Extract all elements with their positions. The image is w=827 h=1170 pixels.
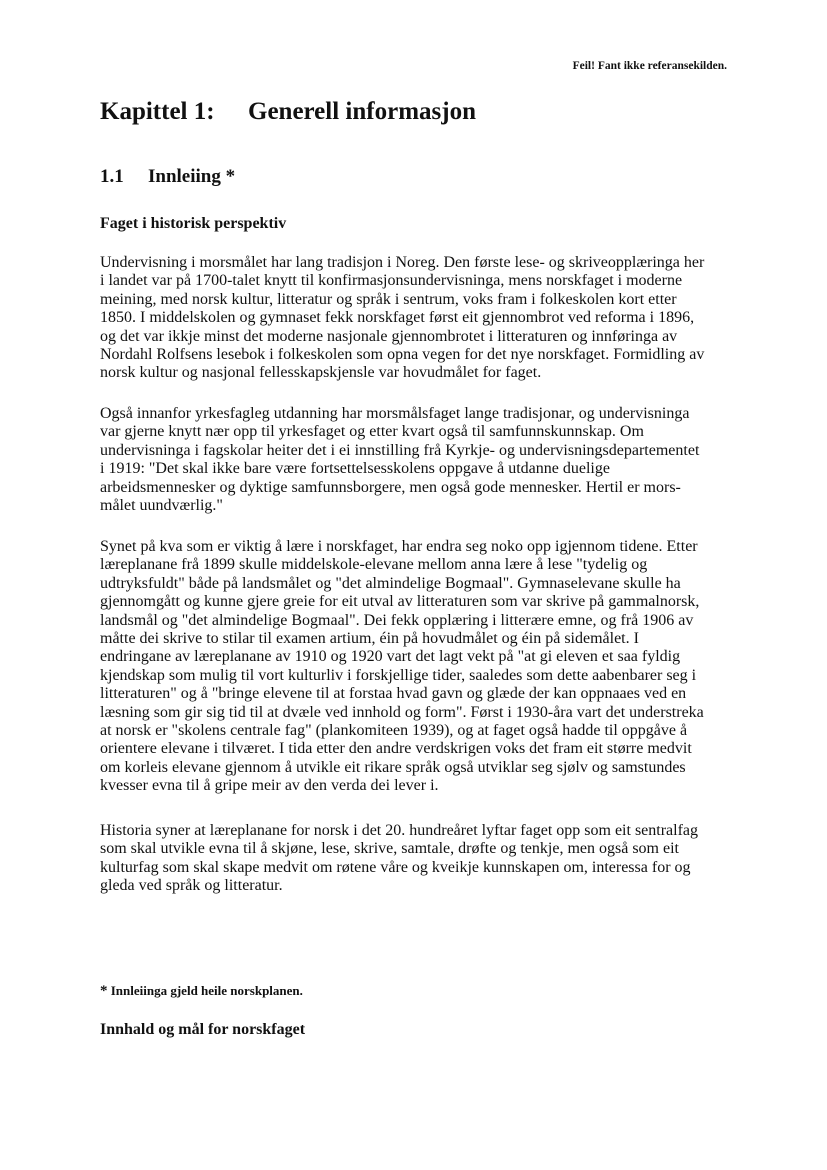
subheading-content: Innhald og mål for norskfaget: [100, 1021, 306, 1038]
paragraph-line: Synet på kva som er viktig å lære i norskfaget, har endra seg noko opp igjennom tidene. Etter: [100, 538, 698, 555]
paragraph-line: som skal utvikle evna til å skjøne, lese, skrive, samtale, drøfte og tenkje, men også som eit: [100, 840, 679, 858]
paragraph-line: undervisninga i fagskolar heiter det i ei innstilling frå Kyrkje- og undervisningsdepartementet: [100, 441, 700, 459]
paragraph-3: [100, 538, 730, 796]
paragraph-line: landsmål og "det almindelige Bogmaal". Dei fekk opplæring i litterære emne, og frå 1906 av: [100, 611, 694, 629]
paragraph-line: Historia syner at læreplanane for norsk i det 20. hundreåret lyftar faget opp som eit sentralfag: [100, 822, 699, 839]
section-heading: [100, 166, 235, 188]
header-reference-note: Feil! Fant ikke referansekilden.: [572, 60, 727, 72]
paragraph-4: [100, 822, 730, 896]
paragraph-line: udtryksfuldt" både på landsmålet og "det almindelige Bogmaal". Gymnaselevane skulle ha: [100, 574, 681, 592]
chapter-heading: [100, 98, 476, 126]
paragraph-2: [100, 405, 730, 515]
paragraph-line: arbeidsmennesker og dyktige samfunnsborgere, men også gode mennesker. Hertil er mors-: [100, 478, 681, 496]
paragraph-line: 1850. I middelskolen og gymnaset fekk norskfaget først eit gjennombrot ved reforma i 1896,: [100, 309, 695, 327]
paragraph-1: [100, 254, 730, 383]
paragraph-line: var gjerne knytt nær opp til yrkesfaget og etter kvart også til samfunnskunnskap. Om: [100, 423, 644, 441]
paragraph-line: målet uundværlig.": [100, 497, 223, 515]
paragraph-line: Undervisning i morsmålet har lang tradisjon i Noreg. Den første lese- og skriveopplæringa her: [100, 254, 705, 271]
paragraph-line: at norsk er "skolens centrale fag" (plankomiteen 1939), og at faget også hadde til oppgåve å: [100, 722, 688, 740]
footnote: [100, 983, 303, 1000]
paragraph-line: Også innanfor yrkesfagleg utdanning har morsmålsfaget lange tradisjonar, og undervisninga: [100, 405, 690, 422]
paragraph-line: gjennomgått og kunne gjere greie for eit utval av litteraturen som var skrive på gammalnorsk,: [100, 593, 700, 611]
paragraph-line: litteraturen" og å "bringe elevene til at forstaa hvad gavn og glæde der kan oppnaaes ved en: [100, 685, 687, 703]
paragraph-line: læsning som gir sig tid til at dvæle ved innhold og form". Først i 1930-åra vart det understreka: [100, 703, 704, 721]
section-title: Innleiing *: [148, 166, 236, 187]
paragraph-line: endringane av læreplanane av 1910 og 1920 vart det lagt vekt på "at gi eleven et saa fyldig: [100, 648, 681, 666]
chapter-number: Kapittel 1:: [100, 98, 215, 125]
paragraph-line: om korleis elevane gjennom å utvikle eit rikare språk også utviklar seg sjølv og samstundes: [100, 758, 686, 776]
paragraph-line: i 1919: "Det skal ikke bare være fortsettelsesskolens oppgave å utdanne duelige: [100, 460, 610, 478]
paragraph-line: måtte dei skrive to stilar til examen artium, éin på hovudmålet og éin på sidemålet. I: [100, 630, 639, 648]
paragraph-line: norsk kultur og nasjonal fellesskapskjensle var hovudmålet for faget.: [100, 364, 542, 382]
footnote-marker: *: [100, 983, 108, 999]
paragraph-line: i landet var på 1700-talet knytt til konfirmasjonsundervisninga, mens norskfaget i moderne: [100, 272, 683, 290]
section-number: 1.1: [100, 166, 124, 187]
paragraph-line: kjendskap som mulig til vort kulturliv i forskjellige tider, saaledes som dette aabenbarer seg i: [100, 666, 697, 684]
chapter-title: Generell informasjon: [248, 98, 476, 125]
paragraph-line: meining, med norsk kultur, litteratur og språk i sentrum, voks fram i folkeskolen kort etter: [100, 290, 677, 308]
paragraph-line: kulturfag som skal skape medvit om røtene våre og kveikje kunnskapen om, interessa for og: [100, 858, 691, 876]
paragraph-line: Nordahl Rolfsens lesebok i folkeskolen som opna vegen for det nye norskfaget. Formidling av: [100, 346, 705, 364]
paragraph-line: orientere elevane i tilværet. I tida etter den andre verdskrigen voks det fram eit større medvit: [100, 740, 692, 758]
footnote-text: Innleiinga gjeld heile norskplanen.: [110, 983, 303, 998]
paragraph-line: og det var ikkje minst det moderne nasjonale gjennombrotet i litteraturen og innføringa av: [100, 327, 678, 345]
paragraph-line: kvesser evna til å gripe meir av den verda dei lever i.: [100, 777, 439, 795]
paragraph-line: læreplanane frå 1899 skulle middelskole-elevane mellom anna lære å lese "tydelig og: [100, 556, 648, 574]
paragraph-line: gleda ved språk og litteratur.: [100, 877, 283, 895]
subheading-history: Faget i historisk perspektiv: [100, 215, 287, 232]
